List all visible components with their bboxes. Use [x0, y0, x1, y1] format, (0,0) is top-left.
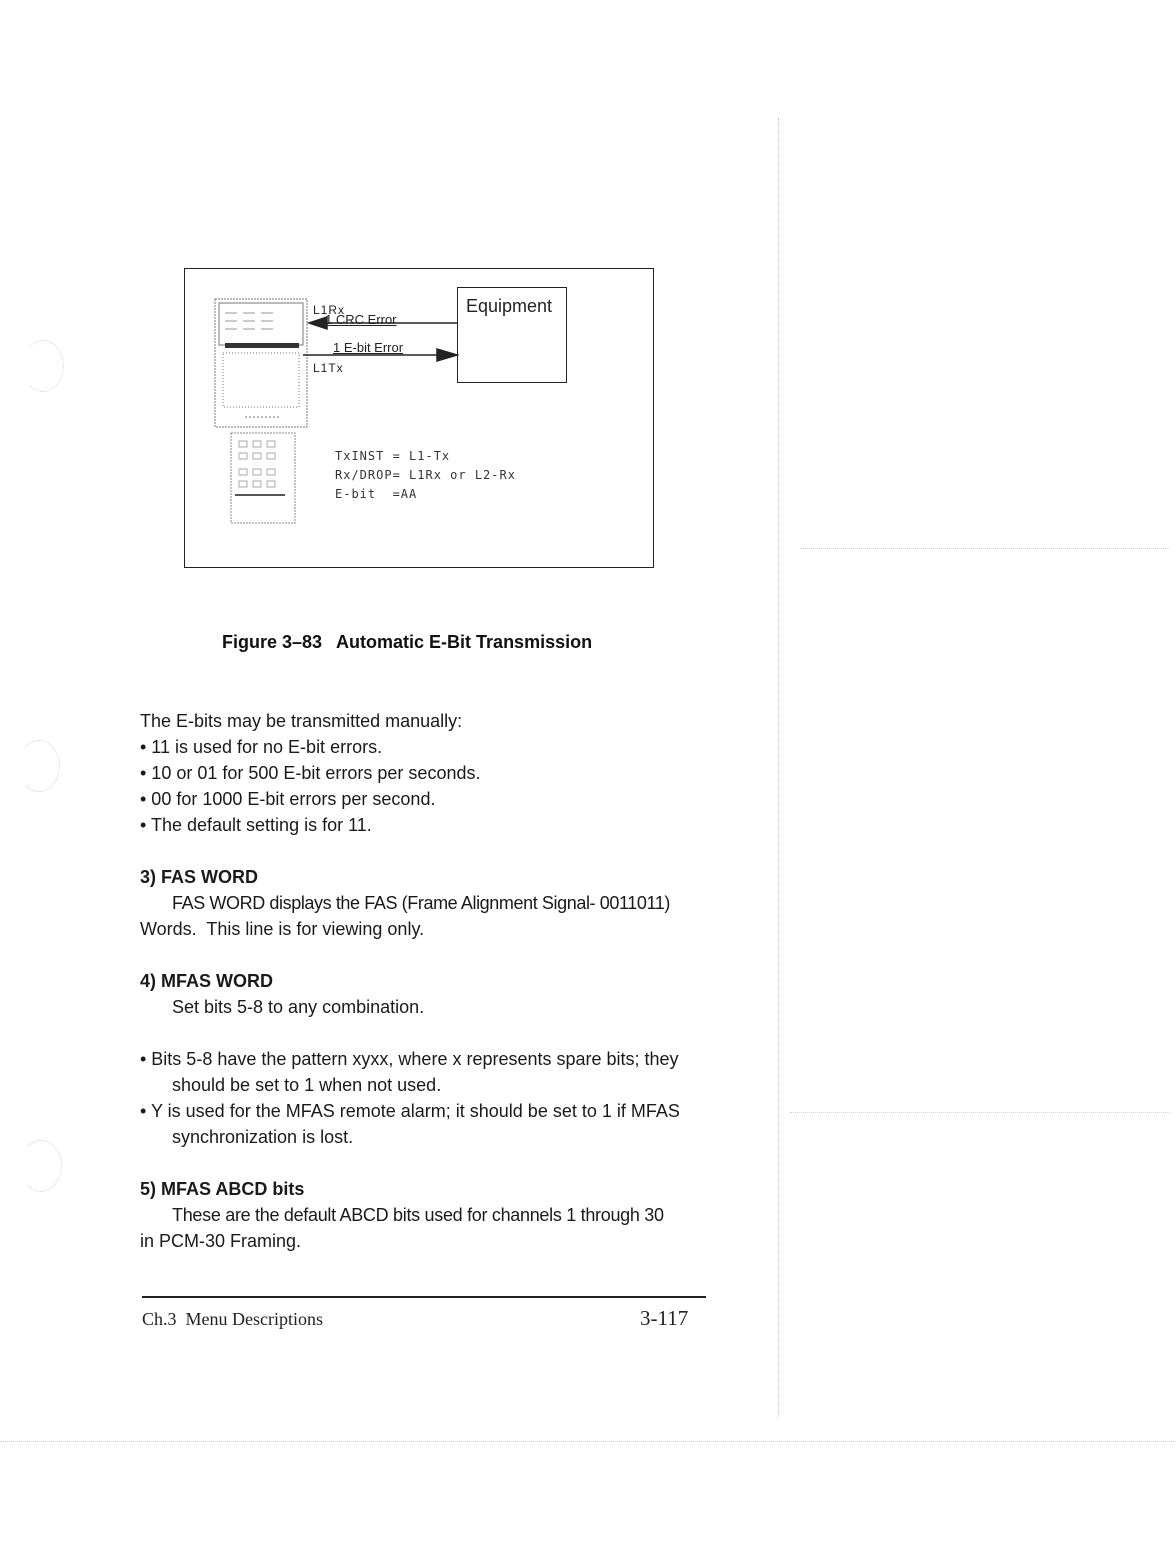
figure-number: Figure 3–83: [222, 632, 323, 652]
section-continuation: in PCM-30 Framing.: [140, 1231, 302, 1251]
section-paragraph: These are the default ABCD bits used for channels 1 through 30: [172, 1205, 664, 1225]
scan-dots-upper: [800, 548, 1170, 549]
test-set-illustration: [185, 269, 655, 569]
section-title: 5) MFAS ABCD bits: [140, 1179, 305, 1199]
port-rx-label: L1Rx: [313, 303, 346, 317]
equipment-box: [457, 287, 567, 383]
figure-frame: [184, 268, 654, 568]
section-bullet: • Y is used for the MFAS remote alarm; it should be set to 1 if MFAS synchronization is lost.: [140, 1101, 680, 1147]
section-paragraph: FAS WORD displays the FAS (Frame Alignment Signal- 0011011): [172, 893, 670, 913]
scan-bottom-rule: [0, 1441, 1176, 1442]
intro-block: [140, 708, 720, 838]
footer-chapter: Ch.3 Menu Descriptions: [142, 1309, 323, 1329]
punch-hole-bottom: [20, 1140, 62, 1192]
settings-block: [335, 447, 516, 504]
intro-bullet: • The default setting is for 11.: [140, 815, 372, 835]
port-tx-label: L1Tx: [313, 361, 344, 375]
section-title: 3) FAS WORD: [140, 867, 259, 887]
section-title: 4) MFAS WORD: [140, 971, 273, 991]
section-mfas-abcd: [140, 1176, 720, 1254]
section-bullet: • Bits 5-8 have the pattern xyxx, where x represents spare bits; they should be set to 1 when not used.: [140, 1049, 679, 1095]
footer-rule: [142, 1296, 706, 1298]
section-paragraph: Set bits 5-8 to any combination.: [172, 997, 425, 1017]
intro-bullet: • 00 for 1000 E-bit errors per second.: [140, 789, 436, 809]
section-mfas-word: [140, 968, 720, 1150]
intro-bullet: • 11 is used for no E-bit errors.: [140, 737, 383, 757]
punch-hole-middle: [18, 740, 60, 792]
page-number: 3-117: [640, 1306, 689, 1330]
equipment-label: Equipment: [466, 296, 553, 316]
figure-caption: [222, 632, 592, 653]
setting-line: E-bit =AA: [335, 487, 418, 501]
keypad-icon: [231, 433, 295, 523]
section-fas-word: [140, 864, 720, 942]
ebit-arrowhead: [437, 349, 457, 361]
test-set-icon: [215, 299, 307, 427]
intro-bullet: • 10 or 01 for 500 E-bit errors per seconds.: [140, 763, 481, 783]
punch-hole-top: [22, 340, 64, 392]
ebit-error-label: 1 E-bit Error: [333, 340, 404, 355]
figure-title: Automatic E-Bit Transmission: [336, 632, 593, 652]
scan-dots-lower: [790, 1112, 1170, 1113]
setting-line: Rx/DROP= L1Rx or L2-Rx: [335, 468, 516, 482]
scan-margin-rule: [778, 118, 779, 1418]
crc-error-label: 1 CRC Error: [325, 312, 397, 327]
setting-line: TxINST = L1-Tx: [335, 449, 451, 463]
intro-lead: The E-bits may be transmitted manually:: [140, 711, 463, 731]
section-continuation: Words. This line is for viewing only.: [140, 919, 425, 939]
